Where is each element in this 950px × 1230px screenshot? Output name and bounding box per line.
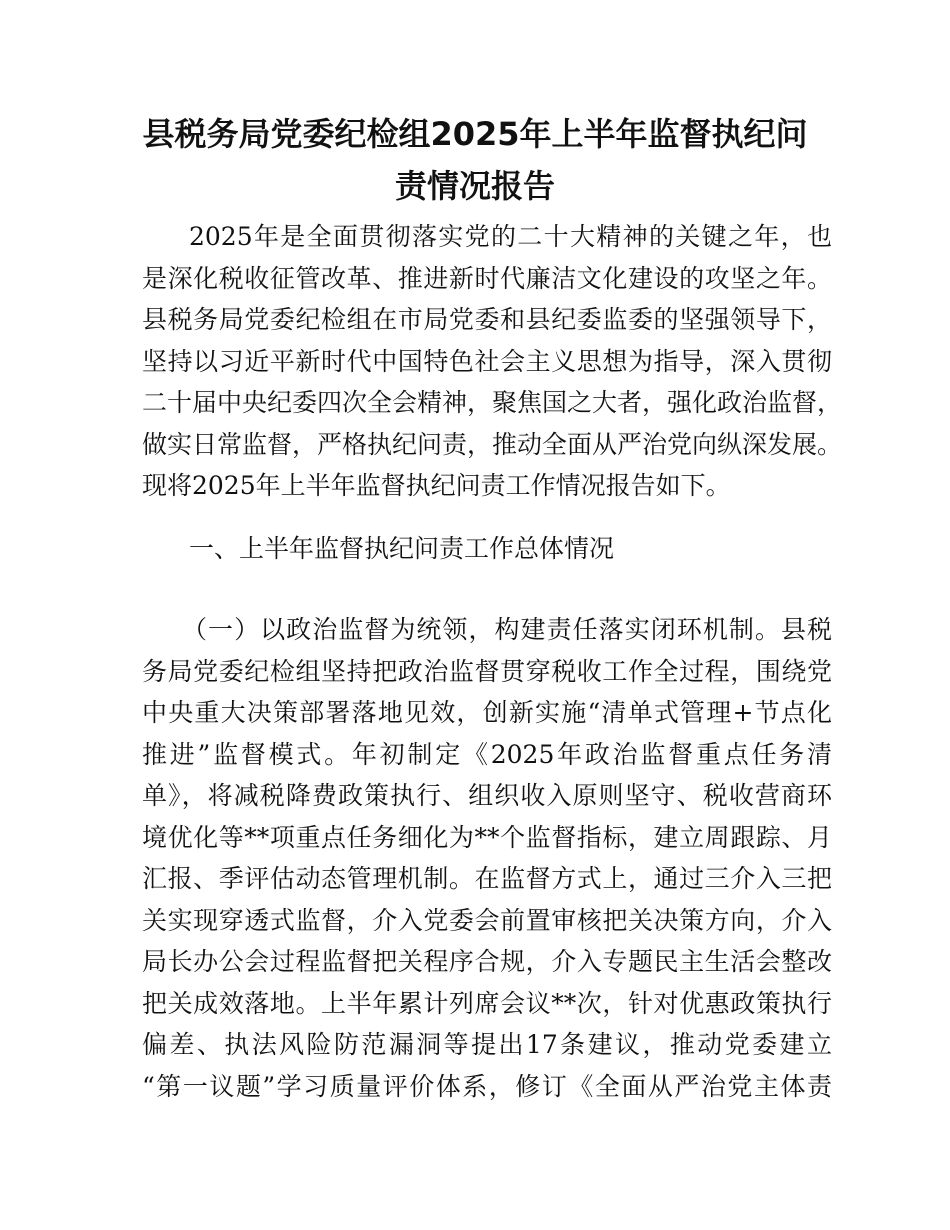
- paragraph-line: 2025年是全面贯彻落实党的二十大精神的关键之年，也: [189, 222, 832, 251]
- paragraph-line: 局长办公会过程监督把关程序合规，介入专题民主生活会整改: [142, 947, 832, 976]
- section-heading-text: 一、上半年监督执纪问责工作总体情况: [189, 534, 615, 563]
- document-title-line-1: 县税务局党委纪检组2025年上半年监督执纪问: [142, 115, 808, 153]
- paragraph-line: 偏差、执法风险防范漏洞等提出17条建议，推动党委建立: [142, 1030, 832, 1059]
- intro-paragraph: [142, 216, 843, 507]
- paragraph-line: （一）以政治监督为统领，构建责任落实闭环机制。县税: [182, 615, 832, 644]
- paragraph-line: 中央重大决策部署落地见效，创新实施“清单式管理+节点化: [142, 698, 832, 727]
- paragraph-line: 关实现穿透式监督，介入党委会前置审核把关决策方向，介入: [142, 905, 832, 935]
- paragraph-line: 做实日常监督，严格执纪问责，推动全面从严治党向纵深发展。: [142, 429, 843, 459]
- paragraph-line: “第一议题”学习质量评价体系，修订《全面从严治党主体责: [142, 1071, 832, 1101]
- paragraph-line: 现将2025年上半年监督执纪问责工作情况报告如下。: [142, 471, 731, 500]
- section-1-paragraph: [142, 609, 832, 1107]
- paragraph-line: 县税务局党委纪检组在市局党委和县纪委监委的坚强领导下，: [142, 305, 832, 334]
- document-title-line-2: 责情况报告: [394, 167, 555, 205]
- paragraph-line: 把关成效落地。上半年累计列席会议**次，针对优惠政策执行: [142, 988, 832, 1018]
- section-heading-1: [142, 528, 832, 570]
- paragraph-line: 坚持以习近平新时代中国特色社会主义思想为指导，深入贯彻: [142, 346, 832, 376]
- paragraph-line: 单》，将减税降费政策执行、组织收入原则坚守、税收营商环: [142, 781, 832, 810]
- paragraph-line: 推进”监督模式。年初制定《2025年政治监督重点任务清: [142, 739, 832, 769]
- paragraph-line: 境优化等**项重点任务细化为**个监督指标，建立周跟踪、月: [142, 822, 832, 852]
- paragraph-line: 务局党委纪检组坚持把政治监督贯穿税收工作全过程，围绕党: [142, 656, 832, 686]
- paragraph-line: 是深化税收征管改革、推进新时代廉洁文化建设的攻坚之年。: [142, 263, 832, 293]
- paragraph-line: 汇报、季评估动态管理机制。在监督方式上，通过三介入三把: [142, 864, 832, 893]
- paragraph-line: 二十届中央纪委四次全会精神，聚焦国之大者，强化政治监督，: [142, 388, 843, 417]
